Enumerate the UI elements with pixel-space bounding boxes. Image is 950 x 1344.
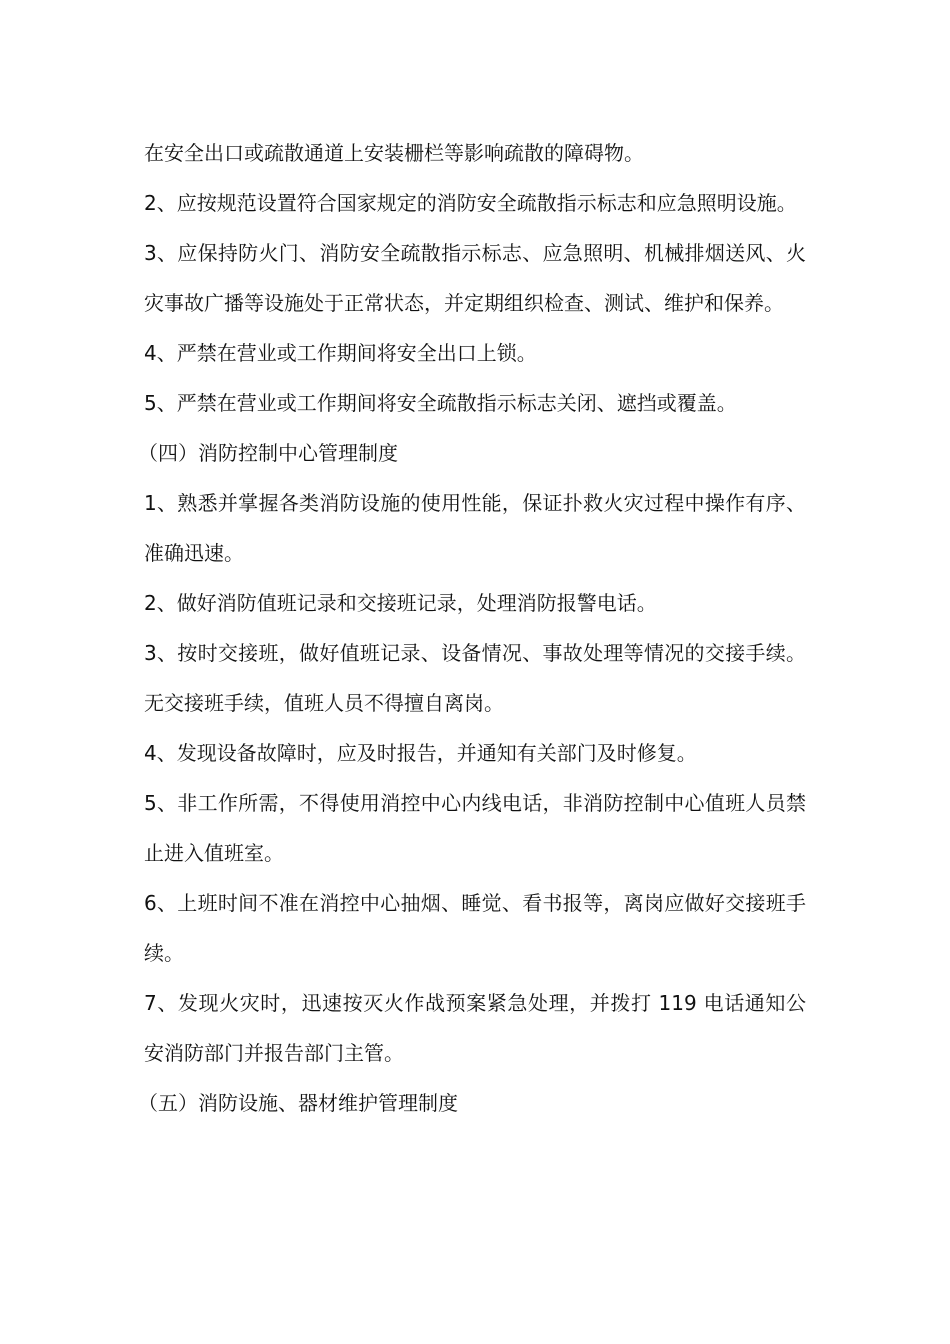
section-heading-4: （四）消防控制中心管理制度 [138, 441, 398, 465]
paragraph-item-6: 6、上班时间不准在消控中心抽烟、睡觉、看书报等，离岗应做好交接班手续。 [144, 891, 806, 965]
section-heading-5: （五）消防设施、器材维护管理制度 [138, 1091, 458, 1115]
paragraph-item-5: 5、非工作所需，不得使用消控中心内线电话，非消防控制中心值班人员禁止进入值班室。 [144, 791, 806, 865]
paragraph-item-1: 1、熟悉并掌握各类消防设施的使用性能，保证扑救火灾过程中操作有序、准确迅速。 [144, 491, 806, 565]
paragraph-item-2: 2、做好消防值班记录和交接班记录，处理消防报警电话。 [144, 591, 657, 615]
paragraph-item-5: 5、严禁在营业或工作期间将安全疏散指示标志关闭、遮挡或覆盖。 [144, 391, 737, 415]
paragraph-item-4: 4、严禁在营业或工作期间将安全出口上锁。 [144, 341, 537, 365]
paragraph-item-7: 7、发现火灾时，迅速按灭火作战预案紧急处理，并拨打 119 电话通知公安消防部门并报告部门主管。 [144, 991, 806, 1065]
paragraph-item-3: 3、应保持防火门、消防安全疏散指示标志、应急照明、机械排烟送风、火灾事故广播等设施处于正常状态，并定期组织检查、测试、维护和保养。 [144, 241, 806, 315]
paragraph-item-3: 3、按时交接班，做好值班记录、设备情况、事故处理等情况的交接手续。无交接班手续，值班人员不得擅自离岗。 [144, 641, 806, 715]
paragraph-item-2: 2、应按规范设置符合国家规定的消防安全疏散指示标志和应急照明设施。 [144, 191, 797, 215]
document-body [138, 128, 806, 1128]
paragraph-continuation: 在安全出口或疏散通道上安装栅栏等影响疏散的障碍物。 [144, 141, 644, 165]
paragraph-item-4: 4、发现设备故障时，应及时报告，并通知有关部门及时修复。 [144, 741, 697, 765]
